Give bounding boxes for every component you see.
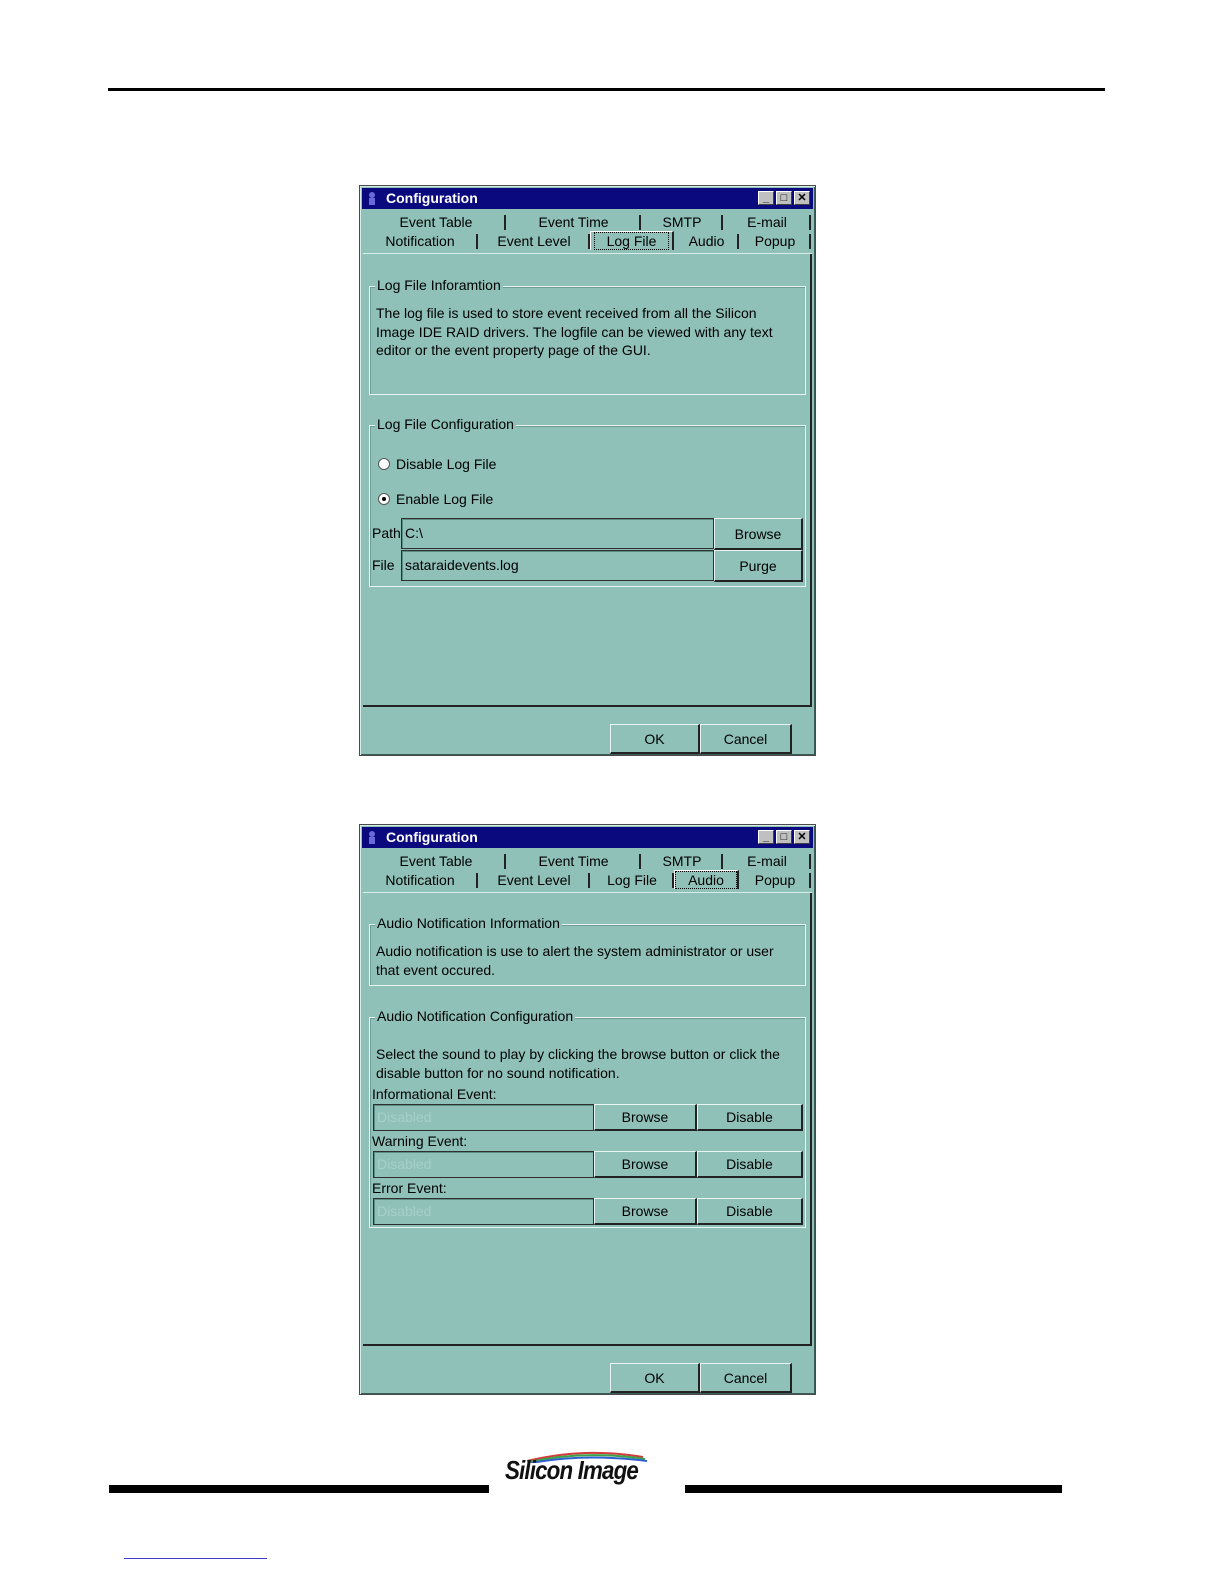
audio-info-group xyxy=(369,915,806,986)
tab-event-table[interactable]: Event Table xyxy=(366,852,506,871)
footer-rule-left xyxy=(109,1485,489,1493)
group-title: Log File Inforamtion xyxy=(377,277,501,293)
logo-text: Silicon Image xyxy=(505,1455,638,1485)
tab-popup[interactable]: Popup xyxy=(739,871,811,890)
log-file-info-group xyxy=(369,277,806,395)
ok-button[interactable]: OK xyxy=(610,1363,700,1393)
tab-smtp[interactable]: SMTP xyxy=(641,213,723,232)
info-line: Image IDE RAID drivers. The logfile can be viewed with any text xyxy=(376,323,773,340)
configuration-window-log-file xyxy=(359,185,816,756)
tab-notification[interactable]: Notification xyxy=(362,871,478,890)
window-title: Configuration xyxy=(386,829,478,845)
maximize-icon[interactable]: □ xyxy=(776,191,792,205)
warning-sound-field[interactable]: Disabled xyxy=(373,1151,594,1178)
informational-sound-field[interactable]: Disabled xyxy=(373,1104,594,1131)
tab-event-time[interactable]: Event Time xyxy=(506,213,641,232)
ok-button[interactable]: OK xyxy=(610,724,700,754)
tab-event-table[interactable]: Event Table xyxy=(366,213,506,232)
warning-event-label: Warning Event: xyxy=(372,1133,468,1149)
minimize-icon[interactable]: _ xyxy=(758,830,774,844)
group-title: Log File Configuration xyxy=(377,416,514,432)
app-icon xyxy=(366,830,378,845)
informational-disable-button[interactable]: Disable xyxy=(697,1104,803,1131)
header-rule xyxy=(108,88,1105,91)
minimize-icon[interactable]: _ xyxy=(758,191,774,205)
error-browse-button[interactable]: Browse xyxy=(594,1198,697,1225)
tab-log-file[interactable]: Log File xyxy=(590,231,674,250)
title-bar[interactable] xyxy=(362,188,813,209)
file-label: File xyxy=(372,557,395,573)
tab-email[interactable]: E-mail xyxy=(723,852,811,871)
path-label: Path xyxy=(372,525,401,541)
audio-config-group xyxy=(369,1008,806,1228)
tab-event-level[interactable]: Event Level xyxy=(478,871,590,890)
file-input[interactable]: sataraidevents.log xyxy=(401,550,714,581)
group-title: Audio Notification Configuration xyxy=(377,1008,574,1024)
log-file-config-group xyxy=(369,416,806,587)
config-line: Select the sound to play by clicking the browse button or click the xyxy=(376,1046,780,1062)
warning-browse-button[interactable]: Browse xyxy=(594,1151,697,1178)
cancel-button[interactable]: Cancel xyxy=(700,1363,792,1393)
window-title: Configuration xyxy=(386,190,478,206)
info-line: editor or the event property page of the GUI. xyxy=(376,342,651,358)
path-input[interactable]: C:\ xyxy=(401,518,714,549)
maximize-icon[interactable]: □ xyxy=(776,830,792,844)
info-line: Audio notification is use to alert the system administrator or user xyxy=(376,943,774,959)
disable-log-radio[interactable] xyxy=(378,458,390,470)
tab-event-time[interactable]: Event Time xyxy=(506,852,641,871)
info-line: The log file is used to store event received from all the Silicon xyxy=(376,305,757,321)
purge-button[interactable]: Purge xyxy=(714,550,803,582)
tab-audio[interactable]: Audio xyxy=(674,232,739,251)
close-icon[interactable]: ✕ xyxy=(794,830,810,844)
tab-event-level[interactable]: Event Level xyxy=(478,232,590,251)
disable-log-label: Disable Log File xyxy=(396,456,497,472)
info-line: that event occured. xyxy=(376,961,496,978)
enable-log-label: Enable Log File xyxy=(396,491,494,507)
tab-smtp[interactable]: SMTP xyxy=(641,852,723,871)
title-bar[interactable] xyxy=(362,827,813,848)
warning-disable-button[interactable]: Disable xyxy=(697,1151,803,1178)
footer-link-underline[interactable] xyxy=(124,1558,267,1559)
tab-email[interactable]: E-mail xyxy=(723,213,811,232)
tab-popup[interactable]: Popup xyxy=(739,232,811,251)
error-sound-field[interactable]: Disabled xyxy=(373,1198,594,1225)
tab-notification[interactable]: Notification xyxy=(362,232,478,251)
button-bar-divider xyxy=(363,1344,812,1346)
error-event-label: Error Event: xyxy=(372,1180,447,1196)
tab-audio[interactable]: Audio xyxy=(674,870,739,889)
cancel-button[interactable]: Cancel xyxy=(700,724,792,754)
informational-event-label: Informational Event: xyxy=(372,1086,497,1102)
informational-browse-button[interactable]: Browse xyxy=(594,1104,697,1131)
footer-rule-right xyxy=(685,1485,1062,1493)
browse-button[interactable]: Browse xyxy=(714,518,803,550)
app-icon xyxy=(366,191,378,206)
enable-log-radio[interactable] xyxy=(378,493,390,505)
tab-log-file[interactable]: Log File xyxy=(590,871,674,890)
error-disable-button[interactable]: Disable xyxy=(697,1198,803,1225)
close-icon[interactable]: ✕ xyxy=(794,191,810,205)
config-line: disable button for no sound notification. xyxy=(376,1064,620,1081)
configuration-window-audio xyxy=(359,824,816,1395)
group-title: Audio Notification Information xyxy=(377,915,560,931)
button-bar-divider xyxy=(363,705,812,707)
silicon-image-logo xyxy=(505,1449,651,1489)
